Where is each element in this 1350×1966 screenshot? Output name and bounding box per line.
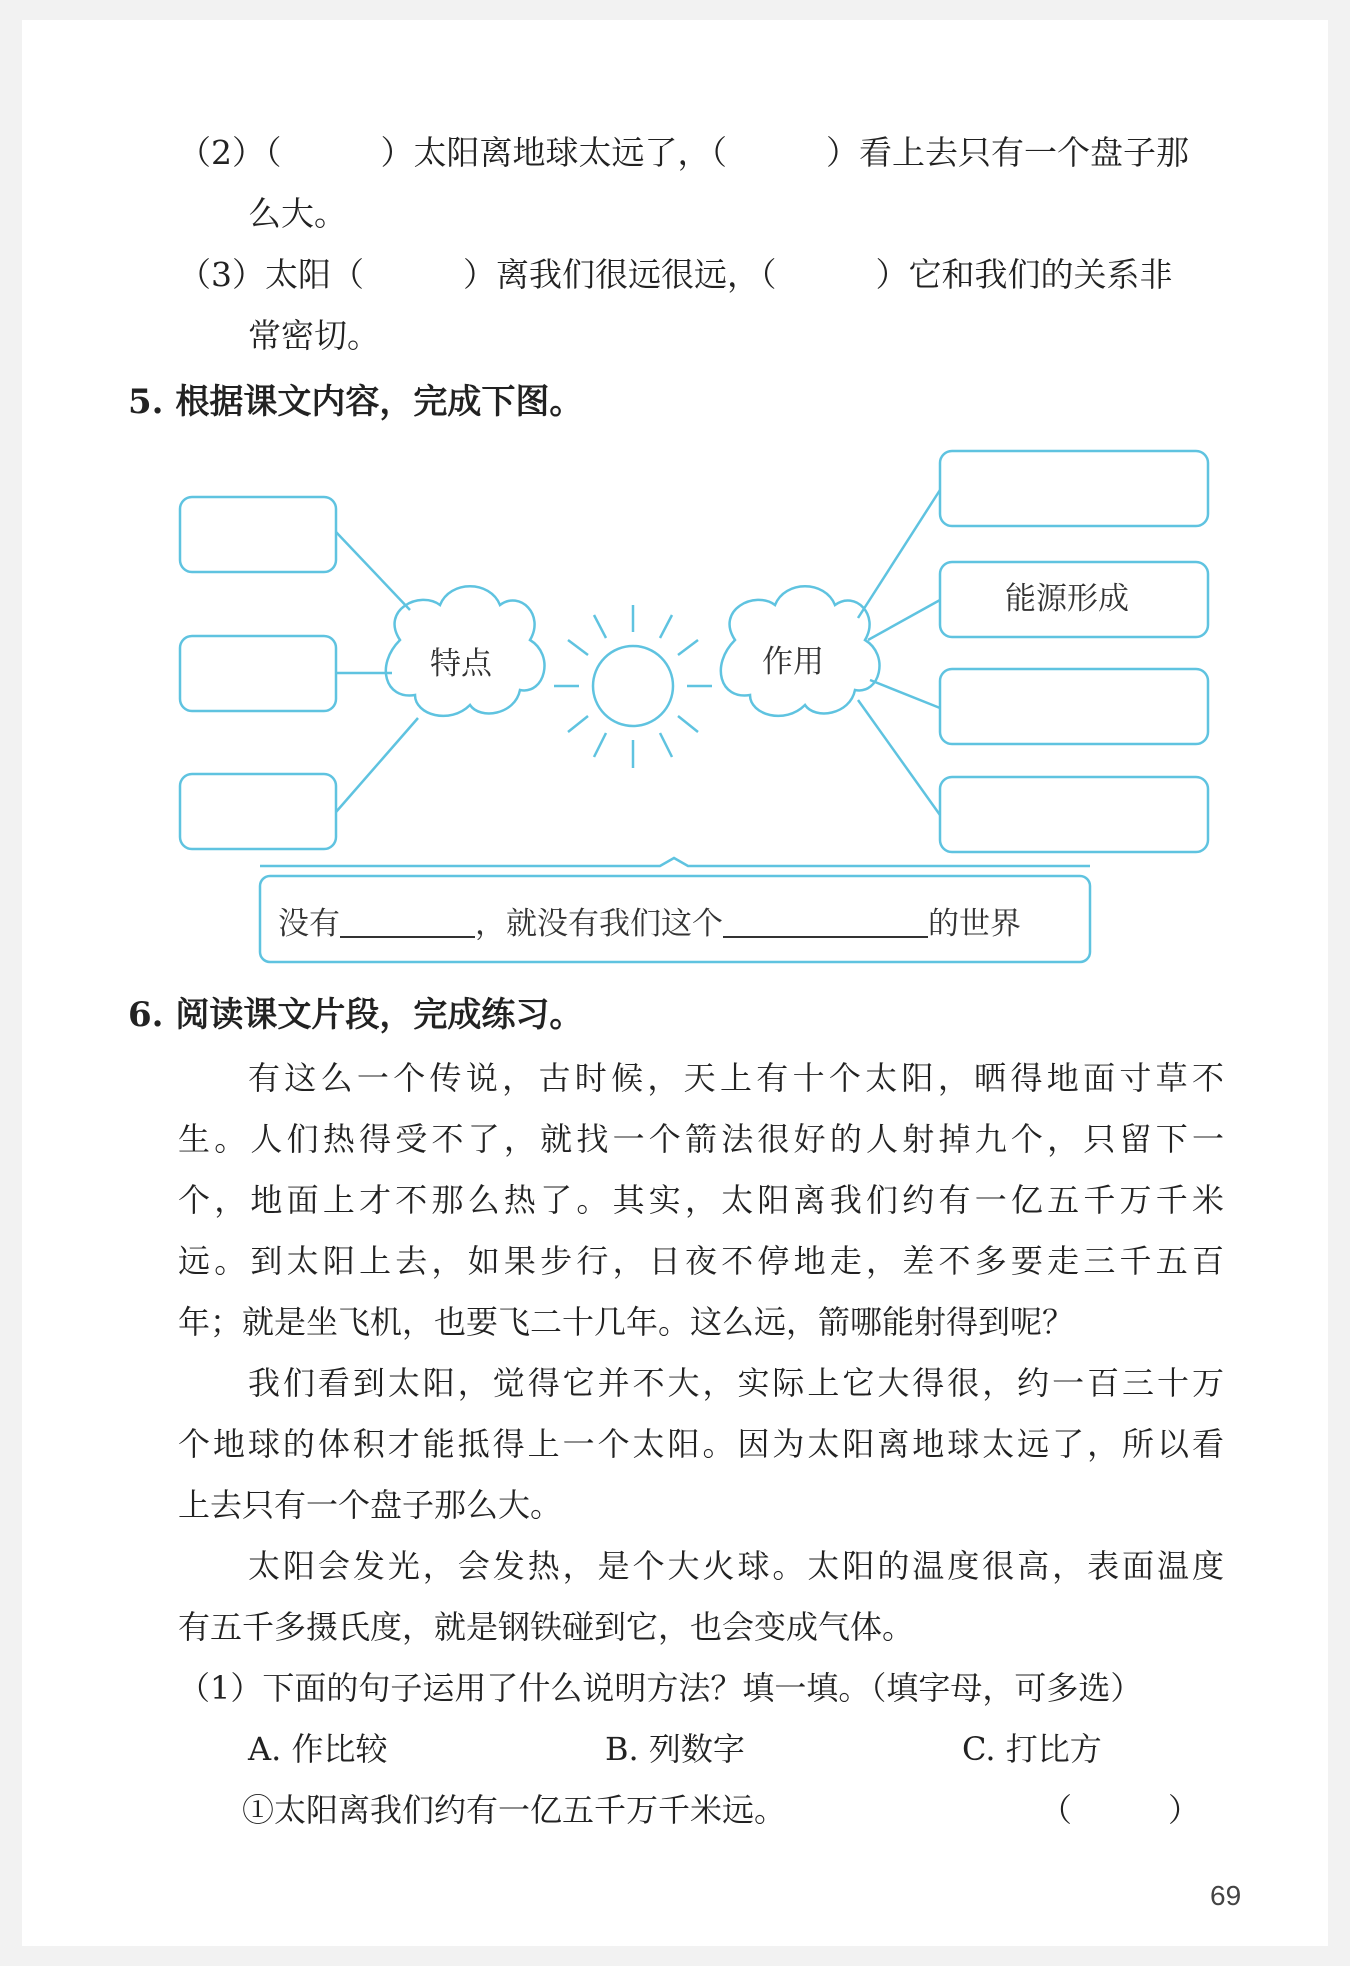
passage-p2-line2: 个地球的体积才能抵得上一个太阳。因为太阳离地球太远了，所以看 (178, 1425, 1224, 1463)
option-b: B. 列数字 (605, 1730, 745, 1768)
option-a: A. 作比较 (248, 1730, 388, 1768)
summary-blank-2[interactable] (723, 906, 928, 938)
q6-title: 6. 阅读课文片段，完成练习。 (128, 995, 584, 1035)
passage-p2-line3: 上去只有一个盘子那么大。 (178, 1486, 563, 1524)
summary-suffix: 的世界 (928, 906, 1021, 942)
passage-p1-line2: 生。人们热得受不了，就找一个箭法很好的人射掉九个，只留下一 (178, 1120, 1224, 1158)
q5-title: 5. 根据课文内容，完成下图。 (128, 382, 584, 422)
passage-p1-line5: 年；就是坐飞机，也要飞二十几年。这么远，箭哪能射得到呢？ (178, 1303, 1075, 1341)
q4-item2-line2: 么大。 (248, 194, 347, 233)
q4-item3-line1: （3）太阳（ ）离我们很远很远，（ ）它和我们的关系非 (178, 255, 1173, 294)
passage-p1-line4: 远。到太阳上去，如果步行，日夜不停地走，差不多要走三千五百 (178, 1242, 1224, 1280)
q4-item3-line2: 常密切。 (248, 316, 380, 355)
page-number: 69 (1210, 1880, 1242, 1911)
summary-sentence (278, 906, 1021, 942)
sentence-1: ①太阳离我们约有一亿五千万千米远。 (242, 1791, 787, 1829)
option-c: C. 打比方 (962, 1730, 1102, 1768)
summary-middle: ，就没有我们这个 (475, 906, 723, 942)
q6-sub1-prompt: （1）下面的句子运用了什么说明方法？填一填。（填字母，可多选） (178, 1669, 1143, 1707)
passage-p3-line1: 太阳会发光，会发热，是个大火球。太阳的温度很高，表面温度 (248, 1547, 1224, 1585)
answer-paren-1[interactable]: （ ） (1040, 1791, 1201, 1829)
passage-p1-line3: 个，地面上才不那么热了。其实，太阳离我们约有一亿五千万千米 (178, 1181, 1224, 1219)
passage-p3-line2: 有五千多摄氏度，就是钢铁碰到它，也会变成气体。 (178, 1608, 915, 1646)
workbook-page (22, 20, 1328, 1946)
passage-p1-line1: 有这么一个传说，古时候，天上有十个太阳，晒得地面寸草不 (248, 1059, 1224, 1097)
use-cloud-label: 作用 (762, 644, 824, 680)
q4-item2-line1: （2）（ ）太阳离地球太远了，（ ）看上去只有一个盘子那 (178, 133, 1189, 172)
use-box-2-label: 能源形成 (1005, 581, 1129, 617)
trait-cloud-label: 特点 (430, 646, 492, 682)
summary-prefix: 没有 (278, 906, 340, 942)
passage-p2-line1: 我们看到太阳，觉得它并不大，实际上它大得很，约一百三十万 (248, 1364, 1224, 1402)
summary-blank-1[interactable] (340, 906, 475, 938)
